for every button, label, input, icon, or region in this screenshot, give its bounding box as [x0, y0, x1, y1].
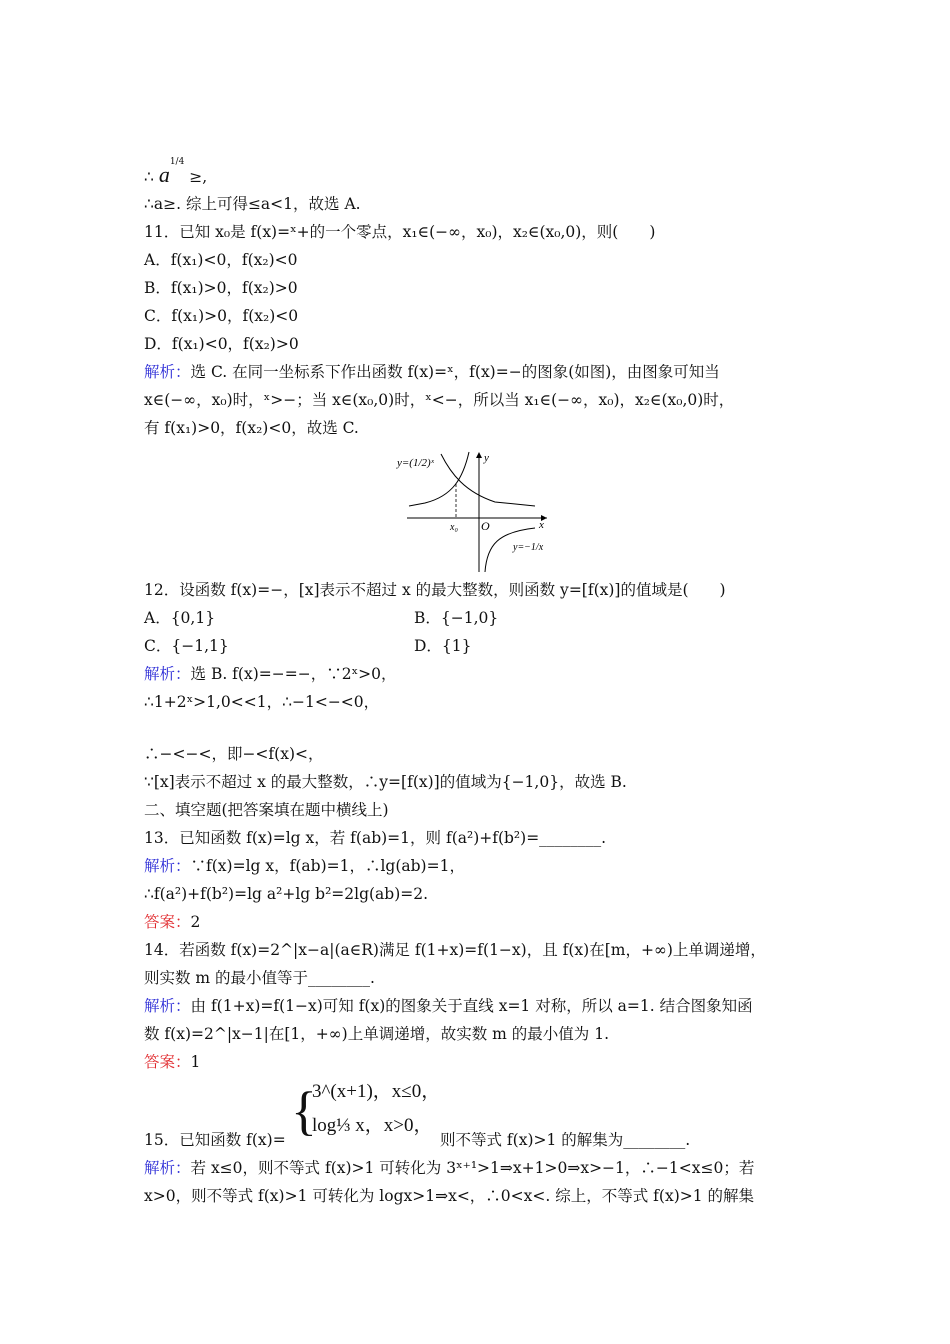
- q12-s1-text: 选 B. f(x)=−=−，∵2ˣ>0，: [190, 665, 397, 683]
- solution-label: 解析：: [144, 665, 191, 683]
- q11-solution-2: x∈(−∞，x₀)时，ˣ>−；当 x∈(x₀,0)时，ˣ<−，所以当 x₁∈(−∞，x₀)，x₂∈(x₀,0)时，: [144, 391, 735, 409]
- l1-suffix: ≥,: [189, 168, 208, 187]
- solution-label: 解析：: [144, 1159, 191, 1177]
- q11-option-d: D．f(x₁)<0，f(x₂)>0: [144, 335, 299, 353]
- q14-s1-text: 由 f(1+x)=f(1−x)可知 f(x)的图象关于直线 x=1 对称，所以 a=1. 结合图象知函: [190, 997, 753, 1015]
- label-x0: x₀: [450, 522, 458, 533]
- q15-solution-1: [144, 1158, 754, 1178]
- q13-solution-2: ∴f(a²)+f(b²)=lg a²+lg b²=2lg(ab)=2.: [144, 885, 429, 903]
- solution-label: 解析：: [144, 997, 191, 1015]
- base-a: a: [158, 162, 170, 188]
- q12-option-d: D．{1}: [414, 637, 472, 655]
- q15-stem-pre: 15．已知函数 f(x)=: [144, 1131, 286, 1149]
- function-graph: [395, 448, 560, 578]
- q12-solution-1: [144, 664, 397, 684]
- q15-s1-text: 若 x≤0，则不等式 f(x)>1 可转化为 3ˣ⁺¹>1⇒x+1>0⇒x>−1，∴−1<x≤0；若: [190, 1159, 755, 1177]
- q12-options-ab: [144, 608, 499, 628]
- q13-solution-1: [144, 856, 465, 876]
- line-1: [144, 157, 208, 188]
- q14-solution-2: 数 f(x)=2^|x−1|在[1，+∞)上单调递增，故实数 m 的最小值为 1.: [144, 1025, 609, 1043]
- q12-stem: 12．设函数 f(x)=−，[x]表示不超过 x 的最大整数，则函数 y=[f(x)]的值域是( ): [144, 581, 726, 599]
- q13-answer-value: 2: [190, 913, 201, 931]
- q13-s1-text: ∵f(x)=lg x，f(ab)=1，∴lg(ab)=1，: [190, 857, 465, 875]
- answer-label: 答案：: [144, 913, 191, 931]
- q14-answer: [144, 1052, 200, 1072]
- exponent: 1/4: [169, 157, 185, 167]
- q14-answer-value: 1: [190, 1053, 201, 1071]
- q12-solution-3: ∴−<−<，即−<f(x)<，: [144, 745, 324, 763]
- q11-solution-1: [144, 362, 720, 382]
- q15-case-2: log⅓ x，x>0，: [312, 1115, 433, 1136]
- q12-options-cd: [144, 636, 472, 656]
- q11-solution-3: 有 f(x₁)>0，f(x₂)<0，故选 C.: [144, 419, 359, 437]
- q11-option-b: B．f(x₁)>0，f(x₂)>0: [144, 279, 298, 297]
- q15-stem-post: 则不等式 f(x)>1 的解集为________.: [440, 1131, 691, 1149]
- q15-solution-2: x>0，则不等式 f(x)>1 可转化为 logx>1⇒x<，∴0<x<. 综上，不等式 f(x)>1 的解集: [144, 1187, 755, 1205]
- q12-option-b: B．{−1,0}: [414, 609, 499, 627]
- q11-stem: 11．已知 x₀是 f(x)=ˣ+的一个零点，x₁∈(−∞，x₀)，x₂∈(x₀,0)，则( ): [144, 223, 656, 241]
- answer-label: 答案：: [144, 1053, 191, 1071]
- q12-solution-4: ∵[x]表示不超过 x 的最大整数，∴y=[f(x)]的值域为{−1,0}，故选 B.: [144, 773, 627, 791]
- label-recip: y=−1/x: [513, 542, 544, 553]
- q14-solution-1: [144, 996, 753, 1016]
- piecewise-brace: {: [291, 1081, 317, 1141]
- label-x: x: [539, 519, 544, 531]
- solution-label: 解析：: [144, 363, 191, 381]
- label-exp: y=(1/2)ˣ: [397, 457, 434, 469]
- q11-option-a: A．f(x₁)<0，f(x₂)<0: [144, 251, 298, 269]
- q15-case-1: 3^(x+1)，x≤0，: [312, 1081, 441, 1102]
- q14-stem-2: 则实数 m 的最小值等于________.: [144, 969, 375, 987]
- y-axis-arrow: [476, 452, 482, 458]
- section-2-heading: 二、填空题(把答案填在题中横线上): [144, 801, 389, 819]
- q13-answer: [144, 912, 200, 932]
- q11-option-c: C．f(x₁)>0，f(x₂)<0: [144, 307, 299, 325]
- solution-label: 解析：: [144, 857, 191, 875]
- therefore-symbol: ∴: [144, 168, 154, 187]
- q12-solution-2: ∴1+2ˣ>1,0<<1，∴−1<−<0，: [144, 693, 380, 711]
- q14-stem-1: 14．若函数 f(x)=2^|x−a|(a∈R)满足 f(1+x)=f(1−x)，且 f(x)在[m，+∞)上单调递增，: [144, 941, 766, 959]
- line-2: ∴a≥. 综上可得≤a<1，故选 A.: [144, 195, 361, 213]
- label-y: y: [484, 452, 489, 464]
- q13-stem: 13．已知函数 f(x)=lg x，若 f(ab)=1，则 f(a²)+f(b²)=________.: [144, 829, 607, 847]
- q12-option-c: C．{−1,1}: [144, 637, 229, 655]
- q12-option-a: A．{0,1}: [144, 609, 216, 627]
- label-origin: O: [481, 519, 490, 533]
- q11-s1-text: 选 C. 在同一坐标系下作出函数 f(x)=ˣ，f(x)=−的图象(如图)，由图象可知当: [190, 363, 720, 381]
